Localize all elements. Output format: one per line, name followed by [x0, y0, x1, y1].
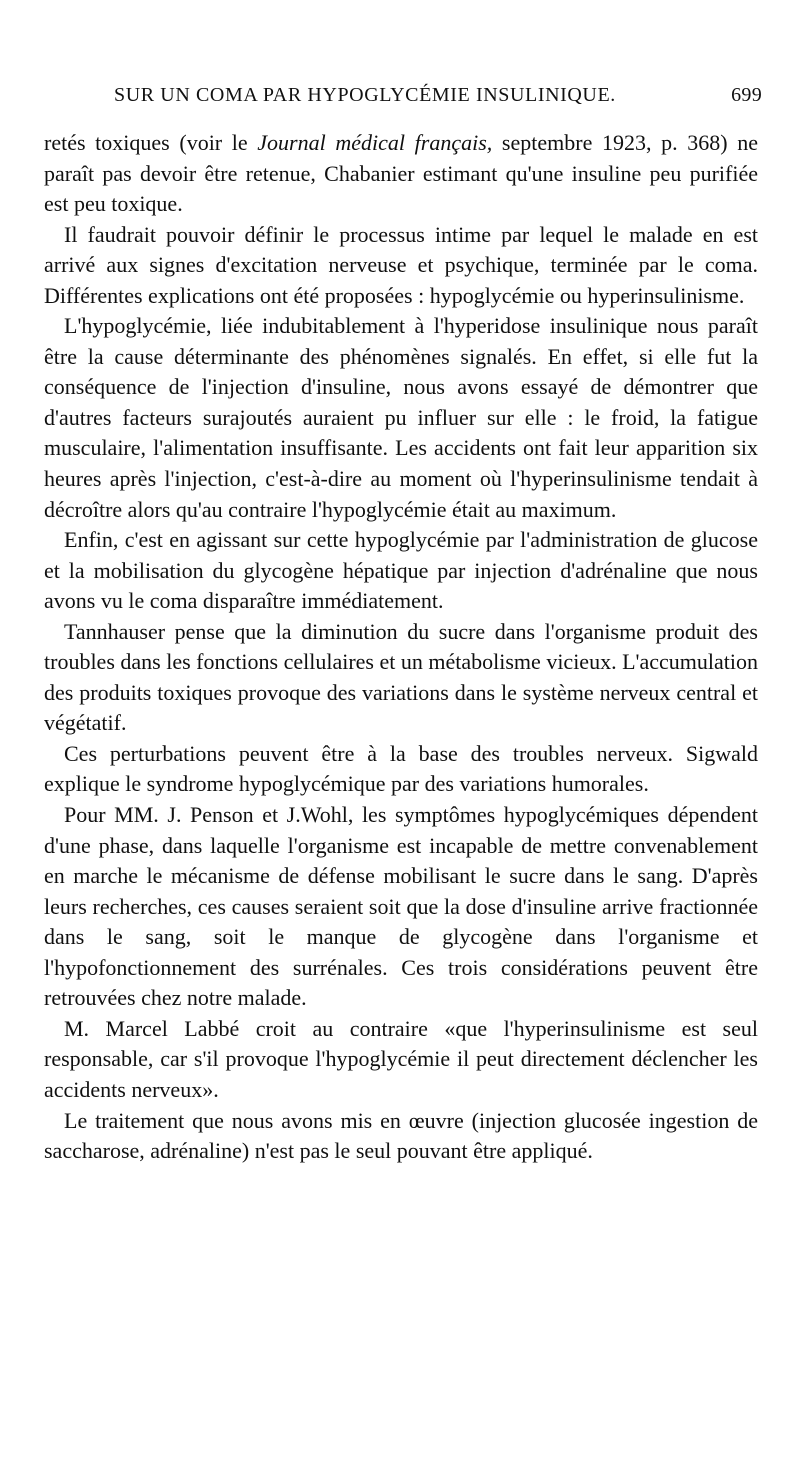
- body-text: [44, 128, 758, 1167]
- paragraph-7: Pour MM. J. Penson et J.Wohl, les symptômes hypoglycémiques dépendent d'une phase, dans laquelle l'organisme est incapable de mettre convenablement en marche le mécanisme de défense mobilisant le sucre dans le sang. D'après leurs recherches, ces causes seraient soit que la dose d'insuline arrive fractionnée dans le sang, soit le manque de glycogène dans l'organisme et l'hypofonctionnement des surrénales. Ces trois considérations peuvent être retrouvées chez notre malade.: [44, 802, 758, 1011]
- running-title: SUR UN COMA PAR HYPOGLYCÉMIE INSULINIQUE.: [114, 84, 616, 106]
- paragraph-8: M. Marcel Labbé croit au contraire «que l'hyperinsulinisme est seul responsable, car s'il provoque l'hypoglycémie il peut directement déclencher les accidents nerveux».: [44, 1015, 758, 1102]
- paragraph-1-pre: retés toxiques (voir le: [44, 130, 258, 155]
- paragraph-4: Enfin, c'est en agissant sur cette hypoglycémie par l'administration de glucose et la mobilisation du glycogène hépatique par injection d'adrénaline que nous avons vu le coma disparaître immédiatement.: [44, 527, 758, 614]
- running-header: [114, 84, 762, 107]
- page-number: 699: [731, 84, 762, 106]
- journal-title: Journal médical français,: [257, 130, 493, 155]
- paragraph-1: [44, 128, 758, 220]
- paragraph-3: L'hypoglycémie, liée indubitablement à l'hyperidose insulinique nous paraît être la cause déterminante des phénomènes signalés. En effet, si elle fut la conséquence de l'injection d'insuline, nous avons essayé de démontrer que d'autres facteurs surajoutés auraient pu influer sur elle : le froid, la fatigue musculaire, l'alimentation insuffisante. Les accidents ont fait leur apparition six heures après l'injection, c'est-à-dire au moment où l'hyperinsulinisme tendait à décroître alors qu'au contraire l'hypoglycémie était au maximum.: [44, 313, 758, 522]
- paragraph-2: Il faudrait pouvoir définir le processus intime par lequel le malade en est arrivé aux signes d'excitation nerveuse et psychique, terminée par le coma. Différentes explications ont été proposées : hypoglycémie ou hyperinsulinisme.: [44, 221, 758, 308]
- paragraph-1-post: septembre 1923, p. 368) ne paraît pas devoir être retenue, Chabanier estimant qu'une insuline peu purifiée est peu toxique.: [44, 130, 758, 217]
- paragraph-9: Le traitement que nous avons mis en œuvre (injection glucosée ingestion de saccharose, adrénaline) n'est pas le seul pouvant être appliqué.: [44, 1107, 758, 1164]
- paragraph-5: Tannhauser pense que la diminution du sucre dans l'organisme produit des troubles dans les fonctions cellulaires et un métabolisme vicieux. L'accumulation des produits toxiques provoque des variations dans le système nerveux central et végétatif.: [44, 618, 758, 736]
- paragraph-6: Ces perturbations peuvent être à la base des troubles nerveux. Sigwald explique le syndrome hypoglycémique par des variations humorales.: [44, 740, 758, 797]
